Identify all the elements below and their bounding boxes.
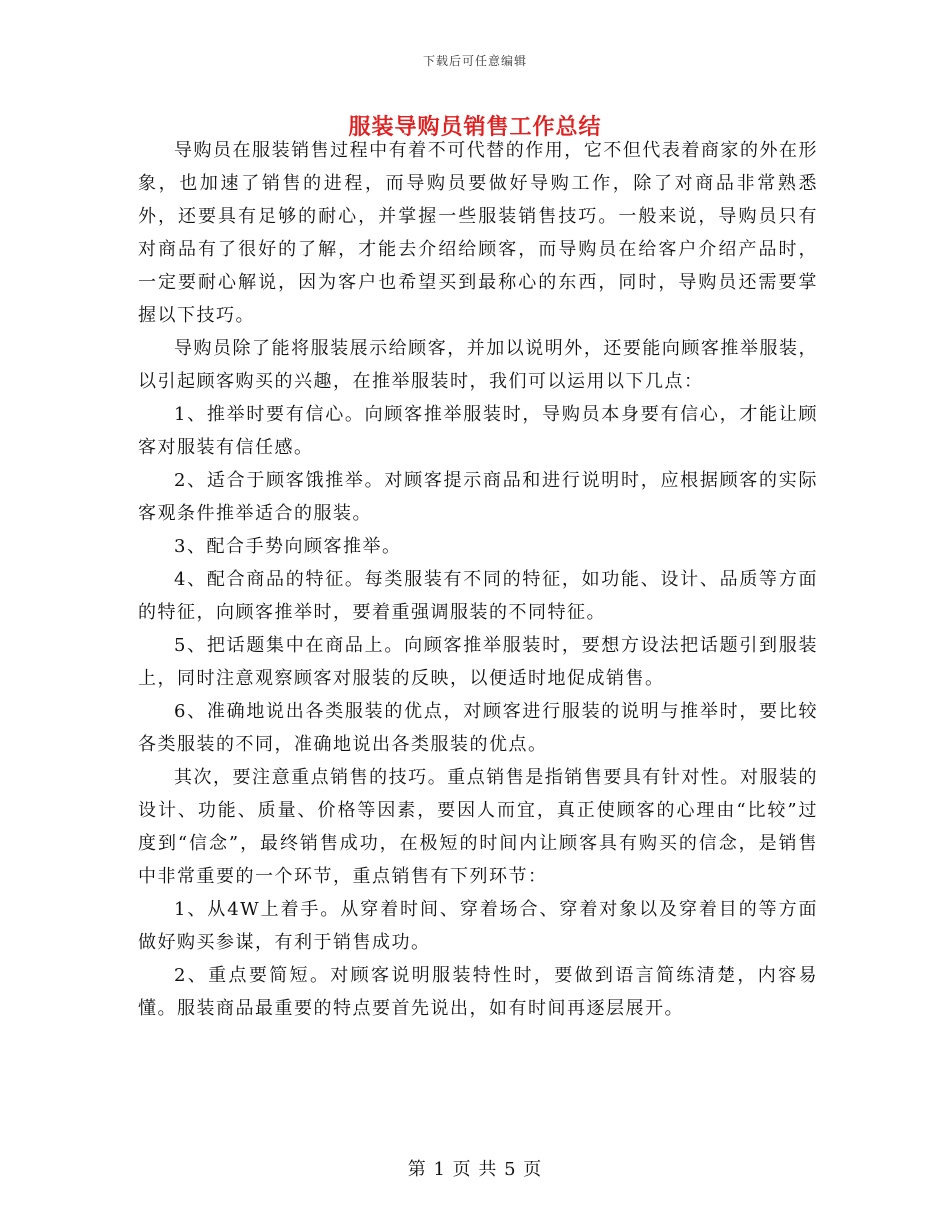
paragraph-intro: 导购员在服装销售过程中有着不可代替的作用，它不但代表着商家的外在形象，也加速了销售的进程，而导购员要做好导购工作，除了对商品非常熟悉外，还要具有足够的耐心，并掌握一些服装销售技巧。一般来说，导购员只有对商品有了很好的了解，才能去介绍给顾客，而导购员在给客户介绍产品时，一定要耐心解说，因为客户也希望买到最称心的东西，同时，导购员还需要掌握以下技巧。	[138, 140, 818, 326]
paragraph-point-5: 5、把话题集中在商品上。向顾客推举服装时，要想方设法把话题引到服装上，同时注意观察顾客对服装的反映，以便适时地促成销售。	[138, 635, 818, 689]
paragraph-point-3: 3、配合手势向顾客推举。	[174, 536, 402, 557]
paragraph-key-sales: 其次，要注意重点销售的技巧。重点销售是指销售要具有针对性。对服装的设计、功能、质量、价格等因素，要因人而宜，真正使顾客的心理由“比较”过度到“信念”，最终销售成功，在极短的时间内让顾客具有购买的信念，是销售中非常重要的一个环节，重点销售有下列环节：	[138, 767, 818, 887]
paragraph-point-6: 6、准确地说出各类服装的优点，对顾客进行服装的说明与推举时，要比较各类服装的不同，准确地说出各类服装的优点。	[138, 701, 818, 755]
header-note: 下载后可任意编辑	[422, 54, 527, 68]
paragraph-key-point-1: 1、从4W上着手。从穿着时间、穿着场合、穿着对象以及穿着目的等方面做好购买参谋，有利于销售成功。	[138, 899, 818, 953]
paragraph-key-point-2: 2、重点要简短。对顾客说明服装特性时，要做到语言简练清楚，内容易懂。服装商品最重要的特点要首先说出，如有时间再逐层展开。	[138, 965, 818, 1019]
paragraph-recommend: 导购员除了能将服装展示给顾客，并加以说明外，还要能向顾客推举服装，以引起顾客购买的兴趣，在推举服装时，我们可以运用以下几点：	[138, 338, 818, 392]
document-body	[138, 134, 818, 1025]
paragraph-point-2: 2、适合于顾客饿推举。对顾客提示商品和进行说明时，应根据顾客的实际客观条件推举适合的服装。	[138, 470, 818, 524]
document-title: 服装导购员销售工作总结	[348, 114, 602, 140]
paragraph-point-1: 1、推举时要有信心。向顾客推举服装时，导购员本身要有信心，才能让顾客对服装有信任感。	[138, 404, 818, 458]
page-number-footer: 第 1 页 共 5 页	[407, 1159, 543, 1180]
paragraph-point-4: 4、配合商品的特征。每类服装有不同的特征，如功能、设计、品质等方面的特征，向顾客推举时，要着重强调服装的不同特征。	[138, 569, 818, 623]
